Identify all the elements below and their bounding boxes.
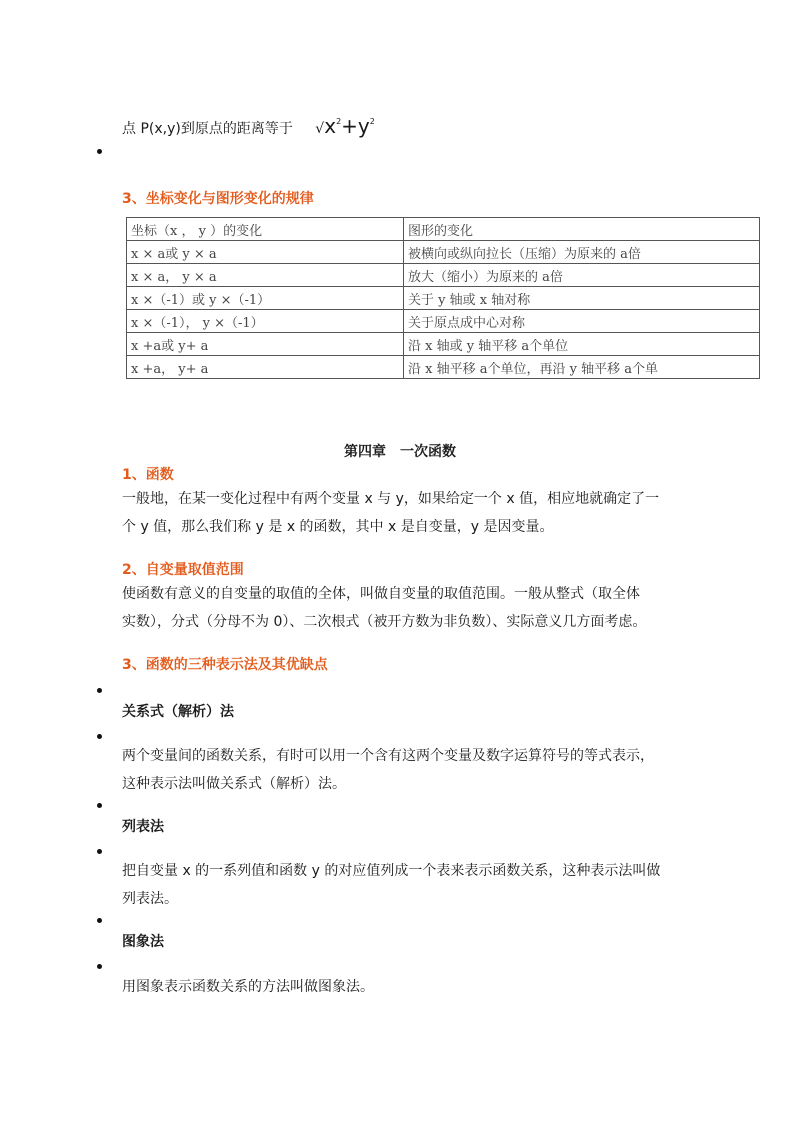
table-header-cell: 图形的变化	[404, 218, 760, 241]
bullet	[97, 849, 102, 854]
section-heading-domain: 2、自变量取值范围	[122, 562, 244, 578]
method-title-graph: 图象法	[122, 934, 164, 950]
table-cell: x +a， y+ a	[127, 356, 404, 379]
method-title-table: 列表法	[122, 819, 164, 835]
paragraph-line: 两个变量间的函数关系，有时可以用一个含有这两个变量及数字运算符号的等式表示，	[122, 748, 654, 764]
paragraph-line: 把自变量 x 的一系列值和函数 y 的对应值列成一个表来表示函数关系，这种表示法叫做	[122, 863, 661, 879]
table-row	[127, 333, 760, 356]
table-cell: x × a， y × a	[127, 264, 404, 287]
section-heading-function: 1、函数	[122, 467, 174, 483]
distance-label: 点 P(x,y)到原点的距离等于	[122, 121, 293, 137]
paragraph-line: 用图象表示函数关系的方法叫做图象法。	[122, 979, 374, 995]
method-desc-graph	[122, 975, 702, 999]
table-cell: 关于 y 轴或 x 轴对称	[404, 287, 760, 310]
table-cell: 关于原点成中心对称	[404, 310, 760, 333]
table-cell: x ×（-1）或 y ×（-1）	[127, 287, 404, 310]
table-row	[127, 310, 760, 333]
bullet	[97, 149, 102, 154]
paragraph-line: 个 y 值，那么我们称 y 是 x 的函数，其中 x 是自变量，y 是因变量。	[122, 519, 554, 535]
paragraph-line: 使函数有意义的自变量的取值的全体，叫做自变量的取值范围。一般从整式（取全体	[122, 586, 640, 602]
method-desc-analytic	[122, 744, 702, 796]
table-cell: 放大（缩小）为原来的 a倍	[404, 264, 760, 287]
table-row	[127, 241, 760, 264]
table-header-row	[127, 218, 760, 241]
bullet	[97, 688, 102, 693]
bullet	[97, 918, 102, 923]
bullet	[97, 964, 102, 969]
table-row	[127, 356, 760, 379]
function-definition	[122, 487, 702, 539]
paragraph-line: 实数），分式（分母不为 0）、二次根式（被开方数为非负数）、实际意义几方面考虑。	[122, 614, 647, 630]
domain-definition	[122, 582, 702, 634]
coordinate-rules-table	[126, 217, 760, 379]
table-row	[127, 264, 760, 287]
table-cell: 被横向或纵向拉长（压缩）为原来的 a倍	[404, 241, 760, 264]
table-row	[127, 287, 760, 310]
paragraph-line: 这种表示法叫做关系式（解析）法。	[122, 776, 346, 792]
bullet	[97, 734, 102, 739]
distance-text	[122, 110, 375, 141]
table-cell: 沿 x 轴平移 a个单位，再沿 y 轴平移 a个单	[404, 356, 760, 379]
table-cell: x ×（-1）， y ×（-1）	[127, 310, 404, 333]
section-heading-representations: 3、函数的三种表示法及其优缺点	[122, 657, 328, 673]
method-desc-table	[122, 859, 702, 911]
paragraph-line: 一般地，在某一变化过程中有两个变量 x 与 y，如果给定一个 x 值，相应地就确定了一	[122, 491, 660, 507]
section-heading-coordinate-rules: 3、坐标变化与图形变化的规律	[122, 191, 314, 207]
bullet	[97, 803, 102, 808]
table-cell: x × a或 y × a	[127, 241, 404, 264]
chapter-title: 第四章 一次函数	[344, 444, 456, 460]
paragraph-line: 列表法。	[122, 891, 178, 907]
table-header-cell: 坐标（x ， y ）的变化	[127, 218, 404, 241]
table-cell: x +a或 y+ a	[127, 333, 404, 356]
table-cell: 沿 x 轴或 y 轴平移 a个单位	[404, 333, 760, 356]
method-title-analytic: 关系式（解析）法	[122, 704, 234, 720]
distance-formula: $√x^2+y^2$	[315, 114, 375, 138]
